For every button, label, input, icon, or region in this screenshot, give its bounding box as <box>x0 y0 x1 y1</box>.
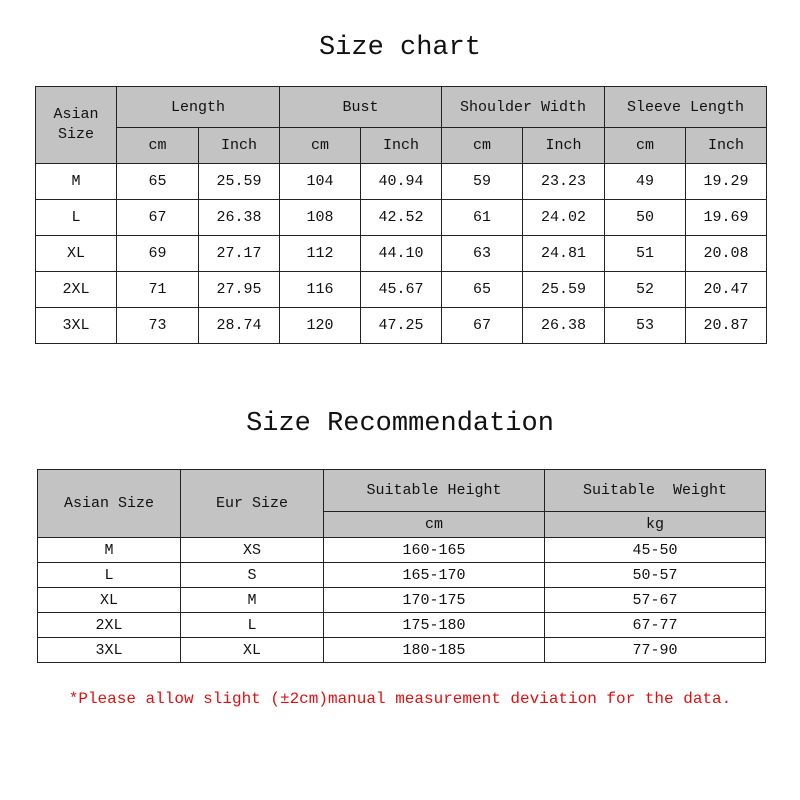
size-chart-row <box>36 272 767 308</box>
measurement-cell: 20.08 <box>686 236 767 272</box>
size-chart-unit-header: Inch <box>361 128 442 164</box>
size-label-cell: 2XL <box>36 272 117 308</box>
size-chart-group-header-row <box>36 87 767 128</box>
size-chart-row <box>36 308 767 344</box>
size-chart-row <box>36 164 767 200</box>
recommendation-cell: 170-175 <box>324 588 545 613</box>
measurement-cell: 45.67 <box>361 272 442 308</box>
recommendation-cell: 50-57 <box>545 563 766 588</box>
size-recommendation-unit-header: cm <box>324 512 545 538</box>
measurement-cell: 116 <box>280 272 361 308</box>
measurement-cell: 50 <box>605 200 686 236</box>
size-label-cell: XL <box>36 236 117 272</box>
measurement-cell: 26.38 <box>523 308 605 344</box>
size-chart-asian-size-header: Asian Size <box>36 87 117 164</box>
size-chart-group-header: Length <box>117 87 280 128</box>
measurement-cell: 104 <box>280 164 361 200</box>
measurement-cell: 112 <box>280 236 361 272</box>
size-chart-row <box>36 200 767 236</box>
size-recommendation-eur-size-header: Eur Size <box>181 470 324 538</box>
size-label-cell: L <box>36 200 117 236</box>
measurement-cell: 27.17 <box>199 236 280 272</box>
measurement-deviation-note: *Please allow slight (±2cm)manual measurement deviation for the data. <box>68 690 732 708</box>
measurement-cell: 44.10 <box>361 236 442 272</box>
size-label-cell: 3XL <box>38 638 181 663</box>
size-recommendation-header-row <box>38 470 766 512</box>
measurement-cell: 24.02 <box>523 200 605 236</box>
recommendation-cell: XL <box>181 638 324 663</box>
recommendation-cell: 57-67 <box>545 588 766 613</box>
size-label-cell: M <box>38 538 181 563</box>
recommendation-cell: XS <box>181 538 324 563</box>
size-label-cell: M <box>36 164 117 200</box>
measurement-cell: 26.38 <box>199 200 280 236</box>
size-chart-unit-row <box>36 128 767 164</box>
recommendation-cell: 45-50 <box>545 538 766 563</box>
measurement-cell: 20.47 <box>686 272 767 308</box>
size-chart-group-header: Bust <box>280 87 442 128</box>
measurement-cell: 20.87 <box>686 308 767 344</box>
measurement-cell: 19.69 <box>686 200 767 236</box>
measurement-cell: 52 <box>605 272 686 308</box>
size-recommendation-row <box>38 538 766 563</box>
recommendation-cell: 67-77 <box>545 613 766 638</box>
size-recommendation-title: Size Recommendation <box>246 409 554 439</box>
recommendation-cell: 77-90 <box>545 638 766 663</box>
size-label-cell: XL <box>38 588 181 613</box>
size-recommendation-weight-header: Suitable Weight <box>545 470 766 512</box>
recommendation-cell: M <box>181 588 324 613</box>
size-chart-unit-header: cm <box>117 128 199 164</box>
size-chart-unit-header: Inch <box>523 128 605 164</box>
size-chart-title: Size chart <box>318 33 482 63</box>
measurement-cell: 25.59 <box>523 272 605 308</box>
recommendation-cell: 175-180 <box>324 613 545 638</box>
size-recommendation-table <box>37 469 766 663</box>
measurement-cell: 65 <box>117 164 199 200</box>
measurement-cell: 23.23 <box>523 164 605 200</box>
size-chart-unit-header: cm <box>605 128 686 164</box>
measurement-cell: 24.81 <box>523 236 605 272</box>
size-label-cell: 2XL <box>38 613 181 638</box>
size-recommendation-row <box>38 563 766 588</box>
recommendation-cell: L <box>181 613 324 638</box>
size-chart-table <box>35 86 767 344</box>
measurement-cell: 40.94 <box>361 164 442 200</box>
size-recommendation-row <box>38 638 766 663</box>
measurement-cell: 69 <box>117 236 199 272</box>
measurement-cell: 63 <box>442 236 523 272</box>
size-chart-unit-header: Inch <box>686 128 767 164</box>
recommendation-cell: 180-185 <box>324 638 545 663</box>
measurement-cell: 28.74 <box>199 308 280 344</box>
measurement-cell: 120 <box>280 308 361 344</box>
size-recommendation-unit-header: kg <box>545 512 766 538</box>
size-recommendation-height-header: Suitable Height <box>324 470 545 512</box>
size-recommendation-asian-size-header: Asian Size <box>38 470 181 538</box>
size-chart-unit-header: Inch <box>199 128 280 164</box>
measurement-cell: 73 <box>117 308 199 344</box>
recommendation-cell: 160-165 <box>324 538 545 563</box>
size-recommendation-row <box>38 588 766 613</box>
recommendation-cell: 165-170 <box>324 563 545 588</box>
size-recommendation-row <box>38 613 766 638</box>
size-label-cell: 3XL <box>36 308 117 344</box>
size-chart-group-header: Shoulder Width <box>442 87 605 128</box>
measurement-cell: 108 <box>280 200 361 236</box>
measurement-cell: 19.29 <box>686 164 767 200</box>
size-chart-group-header: Sleeve Length <box>605 87 767 128</box>
size-chart-row <box>36 236 767 272</box>
measurement-cell: 67 <box>117 200 199 236</box>
size-chart-unit-header: cm <box>442 128 523 164</box>
measurement-cell: 49 <box>605 164 686 200</box>
measurement-cell: 71 <box>117 272 199 308</box>
measurement-cell: 65 <box>442 272 523 308</box>
recommendation-cell: S <box>181 563 324 588</box>
measurement-cell: 67 <box>442 308 523 344</box>
measurement-cell: 47.25 <box>361 308 442 344</box>
measurement-cell: 25.59 <box>199 164 280 200</box>
measurement-cell: 61 <box>442 200 523 236</box>
measurement-cell: 27.95 <box>199 272 280 308</box>
measurement-cell: 53 <box>605 308 686 344</box>
measurement-cell: 42.52 <box>361 200 442 236</box>
measurement-cell: 59 <box>442 164 523 200</box>
size-chart-unit-header: cm <box>280 128 361 164</box>
size-label-cell: L <box>38 563 181 588</box>
measurement-cell: 51 <box>605 236 686 272</box>
